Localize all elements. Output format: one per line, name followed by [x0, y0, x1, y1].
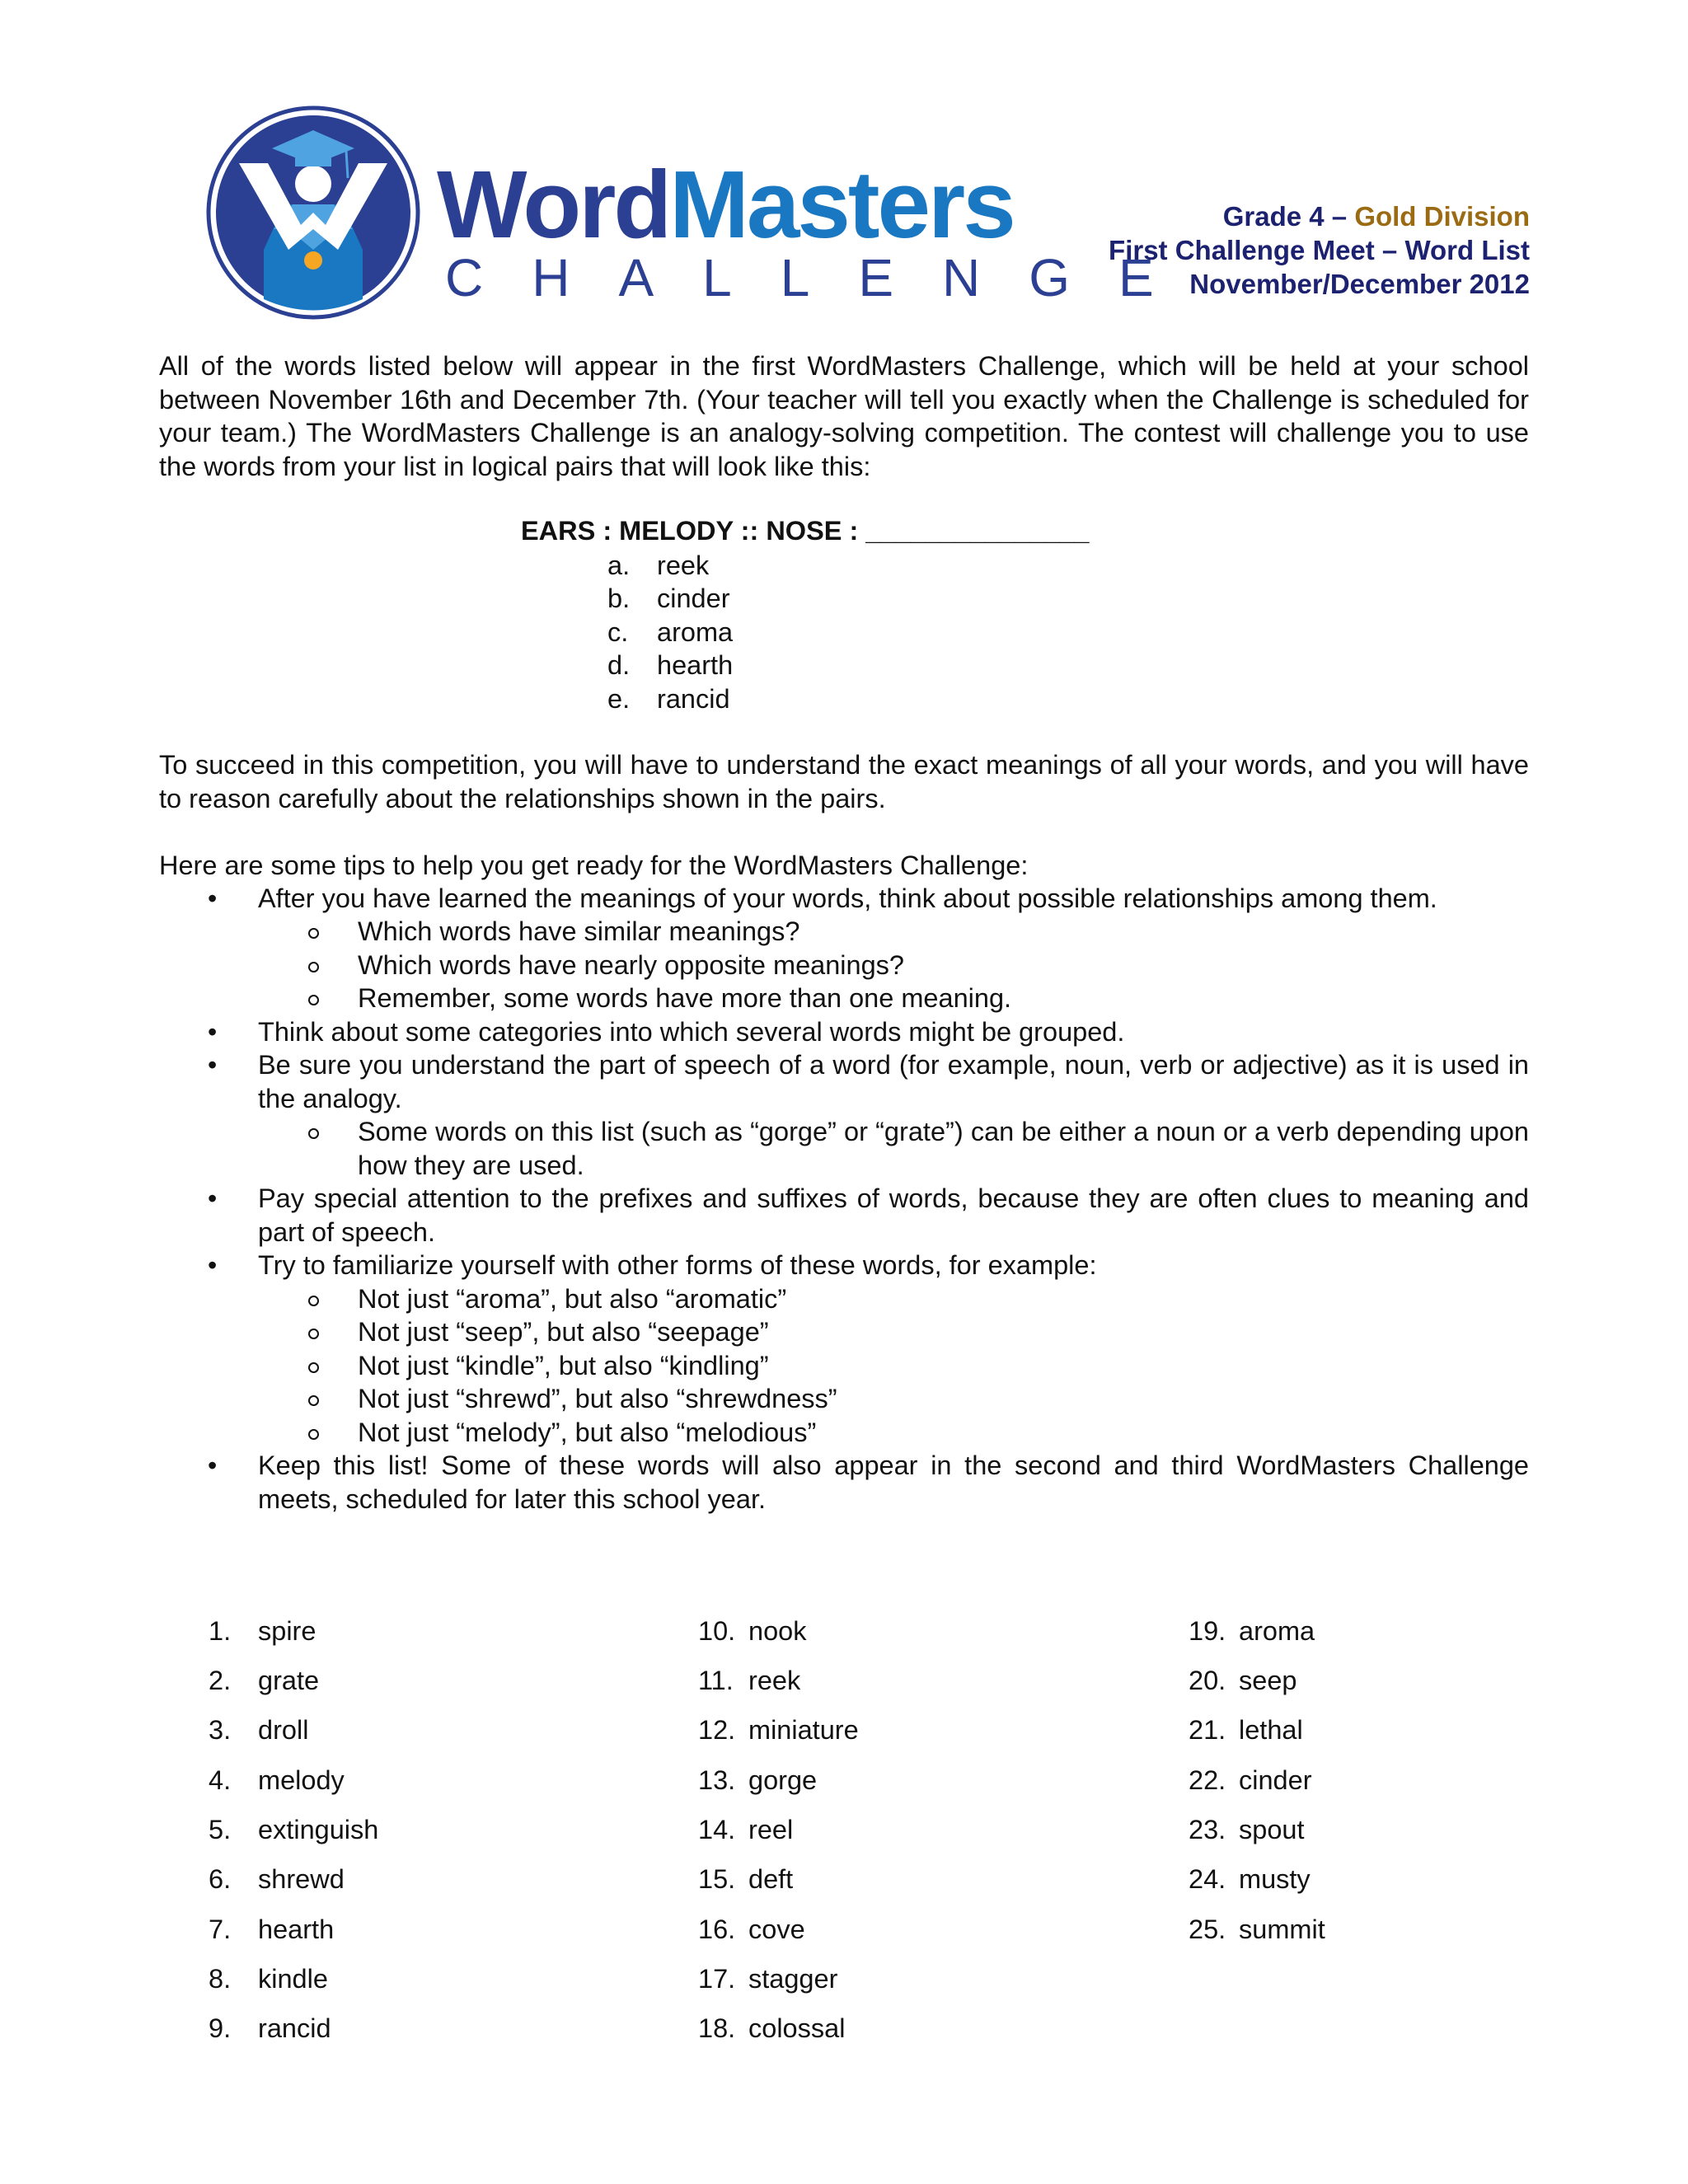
example-analogy: EARS : MELODY :: NOSE : _______________: [521, 516, 1090, 546]
word-item: miniature: [748, 1715, 859, 1745]
word-number: 15.: [698, 1864, 736, 1894]
option-letter: b.: [607, 583, 631, 613]
success-paragraph: To succeed in this competition, you will have to understand the exact meanings of all your words, and you will have to reason carefully about the relationships shown in the pairs.: [159, 750, 1529, 813]
tips-intro: Here are some tips to help you get ready for the WordMasters Challenge:: [159, 851, 1029, 880]
word-item: nook: [748, 1616, 807, 1646]
word-number: 3.: [209, 1715, 232, 1745]
bullet-icon: •: [208, 1183, 218, 1213]
meet-title: First Challenge Meet – Word List: [1109, 235, 1530, 265]
bullet-icon: •: [208, 1050, 218, 1080]
bullet-icon: •: [208, 883, 218, 913]
option-text: reek: [657, 551, 710, 580]
tip-3: Be sure you understand the part of speech of a word (for example, noun, verb or adjective) as it is used in the analogy.: [258, 1050, 1529, 1113]
tip-5: Try to familiarize yourself with other forms of these words, for example:: [258, 1250, 1097, 1280]
word-number: 24.: [1189, 1864, 1226, 1894]
word-number: 23.: [1189, 1815, 1226, 1844]
option-text: rancid: [657, 684, 730, 714]
word-number: 17.: [698, 1964, 736, 1994]
word-number: 12.: [698, 1715, 736, 1745]
tip-1-sub: Which words have nearly opposite meanings?: [358, 950, 904, 980]
circle-bullet-icon: [308, 995, 319, 1005]
word-item: musty: [1239, 1864, 1311, 1894]
word-item: grate: [258, 1666, 320, 1695]
bullet-icon: •: [208, 1017, 218, 1047]
tip-1: After you have learned the meanings of your words, think about possible relationships among them.: [258, 883, 1437, 913]
word-number: 11.: [698, 1666, 734, 1695]
tip-2: Think about some categories into which several words might be grouped.: [258, 1017, 1125, 1047]
word-number: 4.: [209, 1765, 232, 1795]
logo-challenge-text: CHALLENGE: [445, 248, 1203, 307]
word-number: 18.: [698, 2013, 736, 2043]
word-item: summit: [1239, 1915, 1325, 1944]
meet-date: November/December 2012: [1189, 269, 1530, 299]
tip-5-sub: Not just “shrewd”, but also “shrewdness”: [358, 1384, 837, 1413]
word-number: 22.: [1189, 1765, 1226, 1795]
word-number: 6.: [209, 1864, 232, 1894]
word-item: reek: [748, 1666, 801, 1695]
tip-5-sub: Not just “aroma”, but also “aromatic”: [358, 1284, 787, 1314]
circle-bullet-icon: [308, 1429, 319, 1440]
option-letter: c.: [607, 617, 629, 647]
word-number: 19.: [1189, 1616, 1226, 1646]
option-letter: e.: [607, 684, 631, 714]
word-number: 10.: [698, 1616, 736, 1646]
word-item: cinder: [1239, 1765, 1312, 1795]
option-letter: a.: [607, 551, 631, 580]
word-item: gorge: [748, 1765, 818, 1795]
word-item: stagger: [748, 1964, 838, 1994]
option-text: hearth: [657, 650, 734, 680]
word-item: shrewd: [258, 1864, 345, 1894]
word-item: colossal: [748, 2013, 846, 2043]
word-number: 13.: [698, 1765, 736, 1795]
word-number: 8.: [209, 1964, 232, 1994]
word-item: spout: [1239, 1815, 1305, 1844]
logo-wordmark: WordMasters: [437, 151, 1014, 258]
tip-4: Pay special attention to the prefixes and suffixes of words, because they are often clues to meaning and part of speech.: [258, 1183, 1529, 1247]
division-label: Gold Division: [1354, 201, 1530, 232]
tip-1-sub: Which words have similar meanings?: [358, 916, 800, 946]
word-number: 1.: [209, 1616, 232, 1646]
word-item: deft: [748, 1864, 794, 1894]
grade-line: Grade 4 – Gold Division: [1222, 201, 1530, 232]
word-item: lethal: [1239, 1715, 1303, 1745]
word-item: reel: [748, 1815, 794, 1844]
circle-bullet-icon: [308, 1395, 319, 1406]
word-number: 2.: [209, 1666, 232, 1695]
tip-5-sub: Not just “kindle”, but also “kindling”: [358, 1351, 769, 1380]
word-number: 25.: [1189, 1915, 1226, 1944]
intro-paragraph: All of the words listed below will appear in the first WordMasters Challenge, which will be held at your school between November 16th and December 7th. (Your teacher will tell you exactly when the Challenge is scheduled for your team.) The WordMasters Challenge is an analogy-solving competition. The contest will challenge you to use the words from your list in logical pairs that will look like this:: [159, 351, 1529, 481]
circle-bullet-icon: [308, 1362, 319, 1373]
word-item: seep: [1239, 1666, 1297, 1695]
circle-bullet-icon: [308, 962, 319, 972]
tip-3-sub: Some words on this list (such as “gorge” or “grate”) can be either a noun or a verb depending upon how they are used.: [358, 1117, 1529, 1180]
word-item: melody: [258, 1765, 345, 1795]
word-item: cove: [748, 1915, 805, 1944]
option-text: cinder: [657, 583, 730, 613]
circle-bullet-icon: [308, 928, 319, 939]
tip-5-sub: Not just “melody”, but also “melodious”: [358, 1418, 817, 1447]
word-number: 9.: [209, 2013, 232, 2043]
word-number: 5.: [209, 1815, 232, 1844]
option-letter: d.: [607, 650, 631, 680]
logo-emblem-icon: [206, 105, 420, 320]
word-item: extinguish: [258, 1815, 379, 1844]
circle-bullet-icon: [308, 1329, 319, 1339]
circle-bullet-icon: [308, 1296, 319, 1306]
word-item: spire: [258, 1616, 316, 1646]
circle-bullet-icon: [308, 1128, 319, 1139]
tip-6: Keep this list! Some of these words will also appear in the second and third WordMasters Challenge meets, scheduled for later this school year.: [258, 1451, 1529, 1514]
word-number: 14.: [698, 1815, 736, 1844]
word-number: 16.: [698, 1915, 736, 1944]
word-item: hearth: [258, 1915, 335, 1944]
option-text: aroma: [657, 617, 734, 647]
word-number: 7.: [209, 1915, 232, 1944]
bullet-icon: •: [208, 1451, 218, 1480]
word-item: aroma: [1239, 1616, 1315, 1646]
word-number: 20.: [1189, 1666, 1226, 1695]
word-number: 21.: [1189, 1715, 1226, 1745]
tip-1-sub: Remember, some words have more than one meaning.: [358, 983, 1012, 1013]
tip-5-sub: Not just “seep”, but also “seepage”: [358, 1317, 769, 1347]
word-item: kindle: [258, 1964, 328, 1994]
bullet-icon: •: [208, 1250, 218, 1280]
word-item: rancid: [258, 2013, 331, 2043]
word-item: droll: [258, 1715, 309, 1745]
